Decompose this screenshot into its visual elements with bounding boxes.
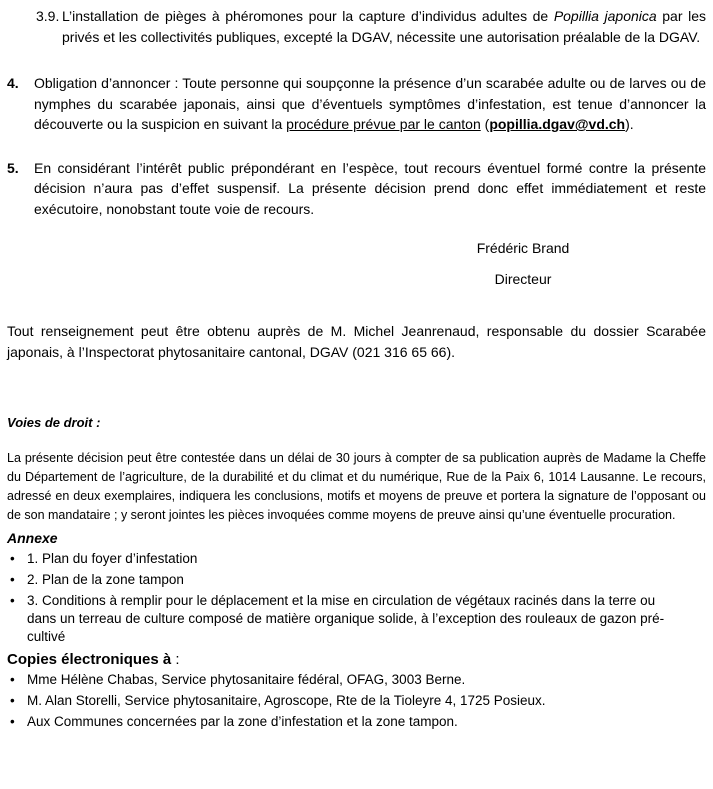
list-item xyxy=(10,713,667,731)
annex-heading: Annexe xyxy=(7,530,58,546)
clause-4-text: Obligation d’annoncer : Toute personne qui soupçonne la présence d’un scarabée adulte ou de larves ou de nymphes du scarabée japonais, ainsi que d’éventuels symptômes d’infestation, est tenue d’annoncer la découverte ou la suspicion en suivant la xyxy=(34,75,706,132)
clause-text xyxy=(62,6,706,47)
annex-item-text: 1. Plan du foyer d’infestation xyxy=(27,551,198,566)
email-link[interactable]: popillia.dgav@vd.ch xyxy=(489,116,626,132)
clause-4-paren-close: ). xyxy=(625,116,634,132)
procedure-link[interactable]: procédure prévue par le canton xyxy=(286,116,481,132)
clause-4-paren-open: ( xyxy=(480,116,490,132)
electronic-copies-heading xyxy=(7,652,713,668)
annex-item-text: 2. Plan de la zone tampon xyxy=(27,572,184,587)
signature-block xyxy=(388,241,658,287)
clause-number: 3.9. xyxy=(36,8,60,24)
clause-text: En considérant l’intérêt public prépondérant en l’espèce, tout recours éventuel formé contre la présente décision n’aura pas d’effet suspensif. La présente décision prend donc effet immédiatement et reste exécutoire, nonobstant toute voie de recours. xyxy=(34,159,706,217)
list-item xyxy=(10,671,667,689)
list-item xyxy=(10,692,667,710)
clause-number: 5. xyxy=(7,159,19,176)
clause-4 xyxy=(7,73,706,135)
clause-text xyxy=(34,73,706,135)
bullet-icon: • xyxy=(10,672,15,687)
electronic-copies-list xyxy=(0,671,713,731)
signature-name: Frédéric Brand xyxy=(476,240,570,256)
list-item xyxy=(10,571,667,589)
list-item xyxy=(10,550,667,568)
annex-list xyxy=(0,550,713,646)
copies-item-text: M. Alan Storelli, Service phytosanitaire, Agroscope, Rte de la Tioleyre 4, 1725 Posieux. xyxy=(27,693,546,708)
bullet-icon: • xyxy=(10,593,15,608)
legal-remedies-text: La présente décision peut être contestée dans un délai de 30 jours à compter de sa publication auprès de Madame la Cheffe du Département de l’agriculture, de la durabilité et du climat et du numérique, Rue de la Paix 6, 1014 Lausanne. Le recours, adressé en deux exemplaires, indiquera les conclusions, motifs et moyens de preuve et portera la signature de l’opposant ou de son mandataire ; y seront jointes les pièces invoquées comme moyens de preuve ainsi qu’une éventuelle procuration. xyxy=(7,451,706,522)
contact-paragraph: Tout renseignement peut être obtenu auprès de M. Michel Jeanrenaud, responsable du dossier Scarabée japonais, à l’Inspectorat phytosanitaire cantonal, DGAV (021 316 65 66). xyxy=(7,323,706,360)
copies-item-text: Aux Communes concernées par la zone d’infestation et la zone tampon. xyxy=(27,714,458,729)
bullet-icon: • xyxy=(10,572,15,587)
annex-item-text: 3. Conditions à remplir pour le déplacement et la mise en circulation de végétaux racinés dans la terre ou dans un terreau de culture composé de matière organique solide, à l’exception des rouleaux de gazon pré-cultivé xyxy=(27,593,665,644)
bullet-icon: • xyxy=(10,714,15,729)
bullet-icon: • xyxy=(10,551,15,566)
list-item xyxy=(10,592,667,646)
electronic-copies-heading-colon: : xyxy=(171,651,180,668)
copies-item-text: Mme Hélène Chabas, Service phytosanitaire fédéral, OFAG, 3003 Berne. xyxy=(27,672,466,687)
clause-3-9-text-before: L’installation de pièges à phéromones pour la capture d’individus adultes de xyxy=(62,8,554,24)
clause-5 xyxy=(7,158,706,220)
electronic-copies-heading-bold: Copies électroniques à xyxy=(7,651,172,668)
signature-title: Directeur xyxy=(494,271,552,287)
species-name-italic: Popillia japonica xyxy=(553,8,657,24)
bullet-icon: • xyxy=(10,693,15,708)
clause-number: 4. xyxy=(7,75,19,91)
clause-3-9-text-after: par les privés et les collectivités publiques, excepté la DGAV, nécessite une autorisation préalable de la DGAV. xyxy=(62,8,706,45)
legal-remedies-heading: Voies de droit : xyxy=(7,415,101,430)
clause-3-9 xyxy=(36,6,706,47)
